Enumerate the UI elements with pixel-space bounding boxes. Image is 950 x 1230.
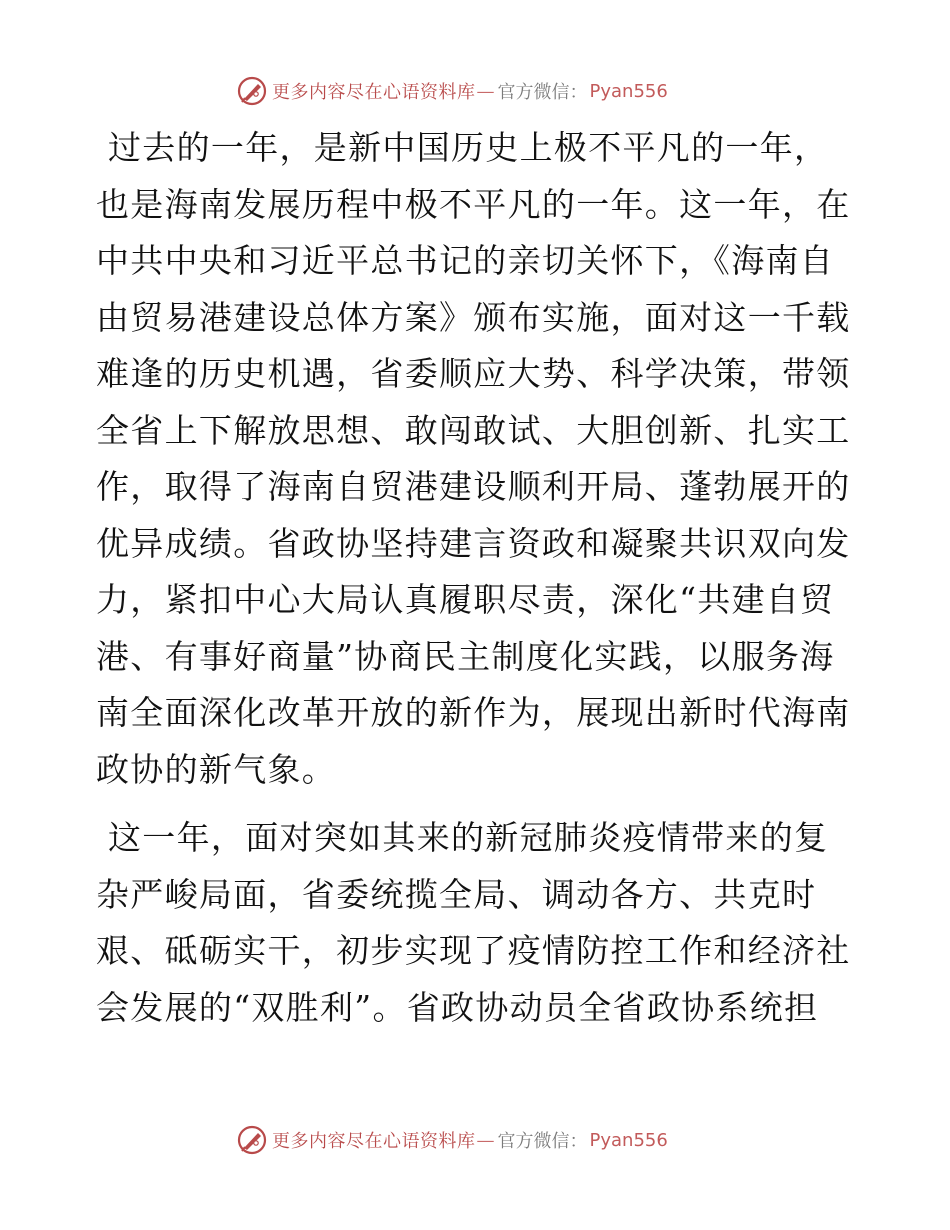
footer-watermark — [236, 1123, 668, 1157]
watermark-text: 更多内容尽在心语资料库 — [272, 82, 476, 103]
watermark-label: 官方微信： — [497, 1131, 588, 1152]
header-watermark — [236, 74, 668, 108]
watermark-dash: — — [476, 1129, 495, 1151]
quill-pen-logo-icon — [236, 1124, 268, 1156]
watermark-id: Pyan556 — [589, 80, 668, 102]
watermark-label: 官方微信： — [497, 82, 588, 103]
paragraph-1: 过去的一年，是新中国历史上极不平凡的一年，也是海南发展历程中极不平凡的一年。这一年，在中共中央和习近平总书记的亲切关怀下，《海南自由贸易港建设总体方案》颁布实施，面对这一千载难逢的历史机遇，省委顺应大势、科学决策，带领全省上下解放思想、敢闯敢试、大胆创新、扎实工作，取得了海南自贸港建设顺利开局、蓬勃展开的优异成绩。省政协坚持建言资政和凝聚共识双向发力，紧扣中心大局认真履职尽责，深化“共建自贸港、有事好商量”协商民主制度化实践，以服务海南全面深化改革开放的新作为，展现出新时代海南政协的新气象。 — [96, 128, 851, 789]
watermark-text: 更多内容尽在心语资料库 — [272, 1131, 476, 1152]
watermark-id: Pyan556 — [589, 1129, 668, 1151]
quill-pen-logo-icon — [236, 75, 268, 107]
document-body — [96, 120, 856, 1036]
watermark-dash: — — [476, 80, 495, 102]
paragraph-2: 这一年，面对突如其来的新冠肺炎疫情带来的复杂严峻局面，省委统揽全局、调动各方、共克时艰、砥砺实干，初步实现了疫情防控工作和经济社会发展的“双胜利”。省政协动员全省政协系统担 — [96, 818, 851, 1027]
